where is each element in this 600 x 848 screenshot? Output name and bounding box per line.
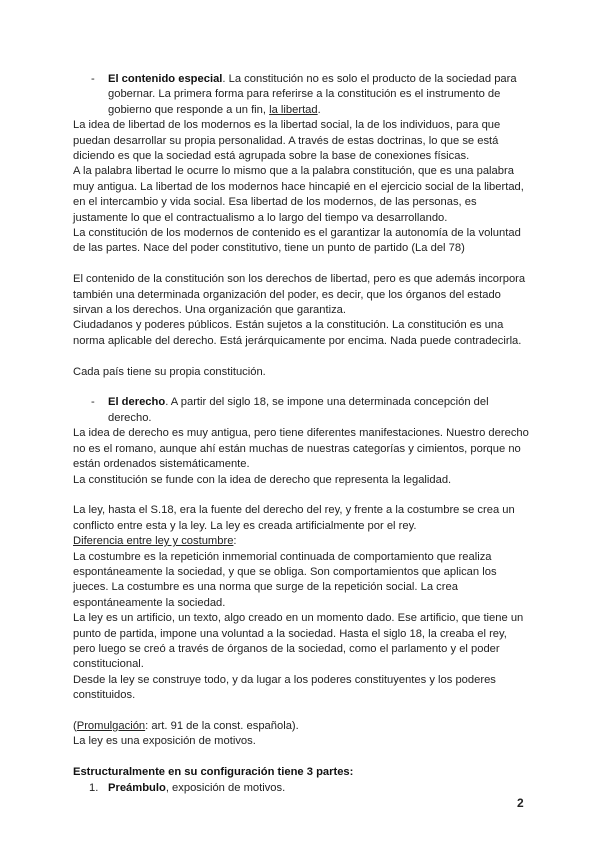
bullet-title: El contenido especial <box>108 73 223 85</box>
bullet-body: . A partir del siglo 18, se impone una determinada concepción del derecho. <box>108 396 489 424</box>
paragraph: A la palabra libertad le ocurre lo mismo que a la palabra constitución, que es una palabra muy antigua. La libertad de los modernos hace hincapié en el ejercicio social de la libertad, en el intercambio y vida social. Esa libertad de los modernos, de las personas, es justamente lo que el contractualismo a lo largo del tiempo va desarrollando. <box>73 165 524 224</box>
paragraph: La idea de derecho es muy antigua, pero tiene diferentes manifestaciones. Nuestro derecho no es el romano, aunque ahí están muchas de nuestras categorías y cimientos, porque no están ordenados sistemáticamente. <box>73 427 529 471</box>
list-text: Preámbulo, exposición de motivos. <box>108 781 286 794</box>
page-number: 2 <box>517 796 524 810</box>
promulgacion-note: (Promulgación: art. 91 de la const. española). <box>73 719 299 732</box>
paragraph: La constitución se funde con la idea de derecho que representa la legalidad. <box>73 473 452 486</box>
paragraph: El contenido de la constitución son los derechos de libertad, pero es que además incorpora también una determinada organización del poder, es decir, que los órganos del estado sirvan a los derechos. Una organización que garantiza. <box>73 273 526 317</box>
section-heading: Diferencia entre ley y costumbre: <box>73 535 237 548</box>
underlined-term: Promulgación <box>76 719 146 732</box>
paragraph: La costumbre es la repetición inmemorial continuada de comportamiento que realiza espontáneamente la sociedad, y que se obliga. Son comportamientos que aplican los jueces. La costumbre es una norma que surge de la repetición social. La crea espontáneamente la sociedad. <box>73 550 497 609</box>
paragraph: La ley es una exposición de motivos. <box>73 735 256 748</box>
paragraph: Cada país tiene su propia constitución. <box>73 365 266 378</box>
bullet-dash: - <box>91 396 95 409</box>
bullet-title: El derecho <box>108 396 166 409</box>
paragraph: La ley, hasta el S.18, era la fuente del derecho del rey, y frente a la costumbre se crea un conflicto entre esta y la ley. La ley es creada artificialmente por el rey. <box>73 504 515 532</box>
list-item <box>89 781 529 796</box>
underlined-term: la libertad <box>269 103 318 116</box>
paragraph: La idea de libertad de los modernos es la libertad social, la de los individuos, para que puedan desarrollar su propia personalidad. A través de estas doctrinas, lo que se está diciendo es que la sociedad está agrupada sobre la base de conexiones físicas. <box>73 119 501 163</box>
bullet-contenido-especial <box>91 72 529 118</box>
bullet-body: . La constitución no es solo el producto de la sociedad para gobernar. La primera forma para referirse a la constitución es el instrumento de gobierno que responde a un fin, <box>108 73 517 116</box>
paragraph: Ciudadanos y poderes públicos. Están sujetos a la constitución. La constitución es una norma aplicable del derecho. Está jerárquicamente por encima. Nada puede contradecirla. <box>73 319 522 347</box>
section-heading: Estructuralmente en su configuración tiene 3 partes: <box>73 766 354 779</box>
paragraph: La ley es un artificio, un texto, algo creado en un momento dado. Ese artificio, que tiene un punto de partida, impone una voluntad a la sociedad. Hasta el siglo 18, la creaba el rey, pero luego se creó a través de órganos de la sociedad, como el parlamento y el poder constitucional. <box>73 612 524 671</box>
list-title: Preámbulo <box>108 781 166 794</box>
page-content <box>73 72 529 796</box>
bullet-text: El contenido especial. La constitución no es solo el producto de la sociedad para gobernar. La primera forma para referirse a la constitución es el instrumento de gobierno que responde a un fin, la libertad. <box>108 73 517 116</box>
paragraph: La constitución de los modernos de contenido es el garantizar la autonomía de la voluntad de las partes. Nace del poder constitutivo, tiene un punto de partido (La del 78) <box>73 227 521 255</box>
underlined-heading: Diferencia entre ley y costumbre <box>73 535 234 548</box>
bullet-text <box>108 395 529 426</box>
list-number: 1. <box>89 781 99 794</box>
bullet-el-derecho <box>91 395 529 426</box>
paragraph: Desde la ley se construye todo, y da lugar a los poderes constituyentes y los poderes constituidos. <box>73 673 496 702</box>
bullet-dash: - <box>91 73 95 85</box>
